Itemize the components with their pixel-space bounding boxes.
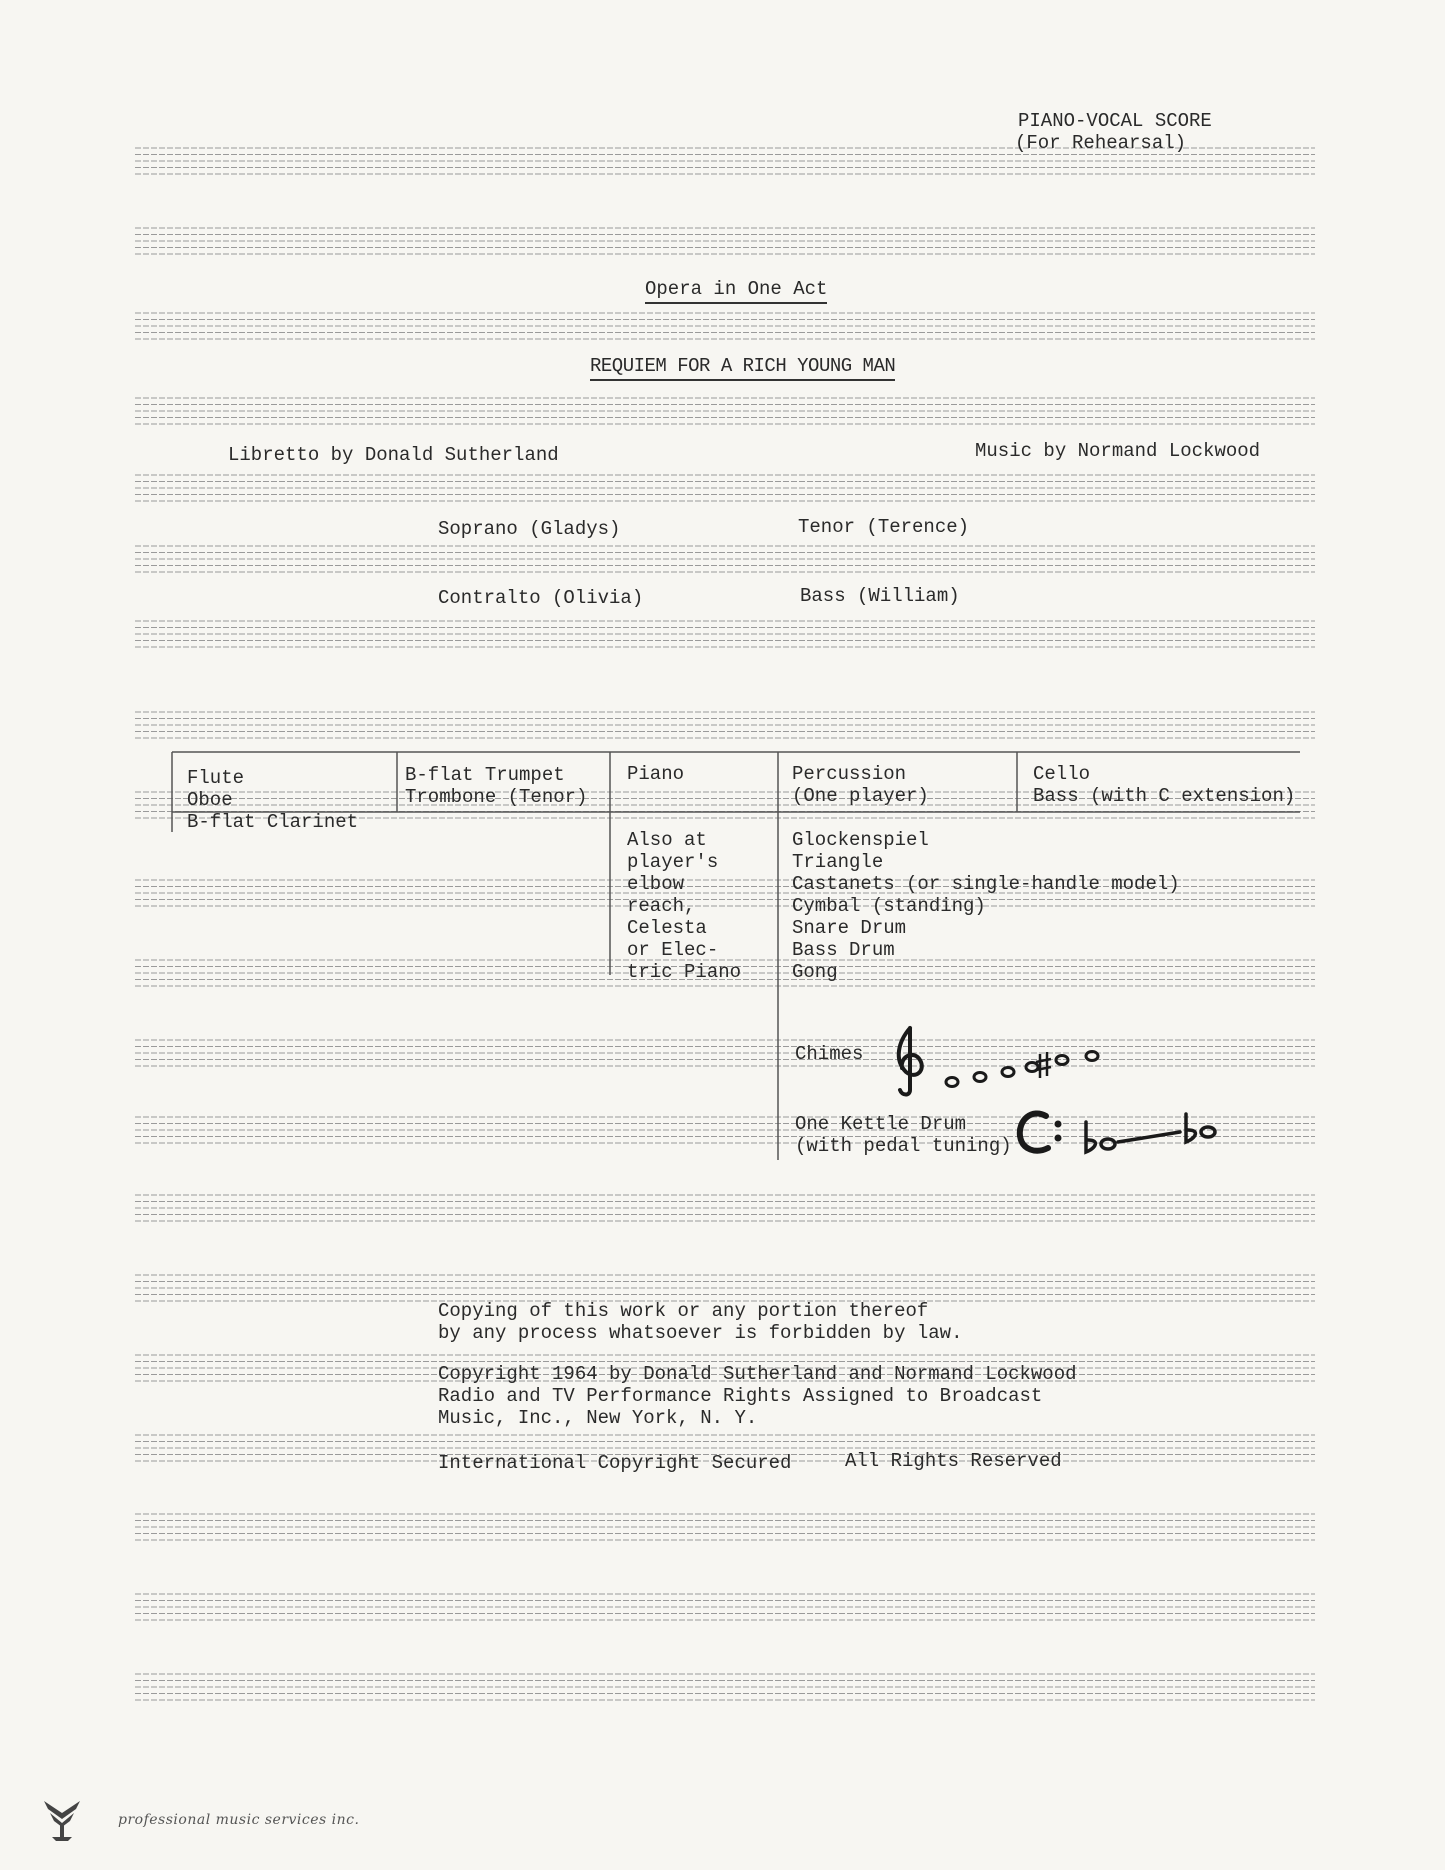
score-type: PIANO-VOCAL SCORE: [1018, 110, 1212, 132]
instrument-column-percussion: Percussion (One player): [792, 763, 929, 807]
role-tenor: Tenor (Terence): [798, 516, 970, 538]
instrument-column-brass: B-flat Trumpet Trombone (Tenor): [405, 764, 588, 808]
role-soprano: Soprano (Gladys): [438, 518, 621, 540]
copyright-notice: Copyright 1964 by Donald Sutherland and Normand Lockwood Radio and TV Performance Rights Assigned to Broadcast Music, Inc., New York, N. Y.: [438, 1363, 1077, 1429]
libretto-credit: Libretto by Donald Sutherland: [228, 444, 559, 466]
piano-alternate-note: Also at player's elbow reach, Celesta or Elec- tric Piano: [627, 829, 742, 983]
kettle-drum-label: One Kettle Drum (with pedal tuning): [795, 1113, 1012, 1157]
international-copyright: International Copyright Secured: [438, 1452, 792, 1474]
score-note: (For Rehearsal): [1015, 132, 1187, 154]
role-bass: Bass (William): [800, 585, 960, 607]
chimes-range-notation: [880, 1020, 1130, 1100]
opera-genre: Opera in One Act: [645, 278, 827, 304]
instrument-column-woodwinds: Flute Oboe B-flat Clarinet: [187, 767, 359, 833]
instrument-column-piano: Piano: [627, 763, 685, 785]
kettle-drum-range-notation: [1010, 1100, 1240, 1170]
music-credit: Music by Normand Lockwood: [975, 440, 1261, 462]
publisher-logo-icon: [40, 1795, 84, 1841]
percussion-list: Glockenspiel Triangle Castanets (or single-handle model) Cymbal (standing) Snare Drum Bass Drum Gong: [792, 829, 1180, 983]
copying-notice: Copying of this work or any portion thereof by any process whatsoever is forbidden by law.: [438, 1300, 963, 1344]
chimes-label: Chimes: [795, 1043, 864, 1065]
opera-title: REQUIEM FOR A RICH YOUNG MAN: [590, 355, 895, 381]
instrument-column-strings: Cello Bass (with C extension): [1033, 763, 1296, 807]
role-contralto: Contralto (Olivia): [438, 587, 644, 609]
publisher-name: professional music services inc.: [118, 1812, 360, 1828]
all-rights-reserved: All Rights Reserved: [845, 1450, 1062, 1472]
